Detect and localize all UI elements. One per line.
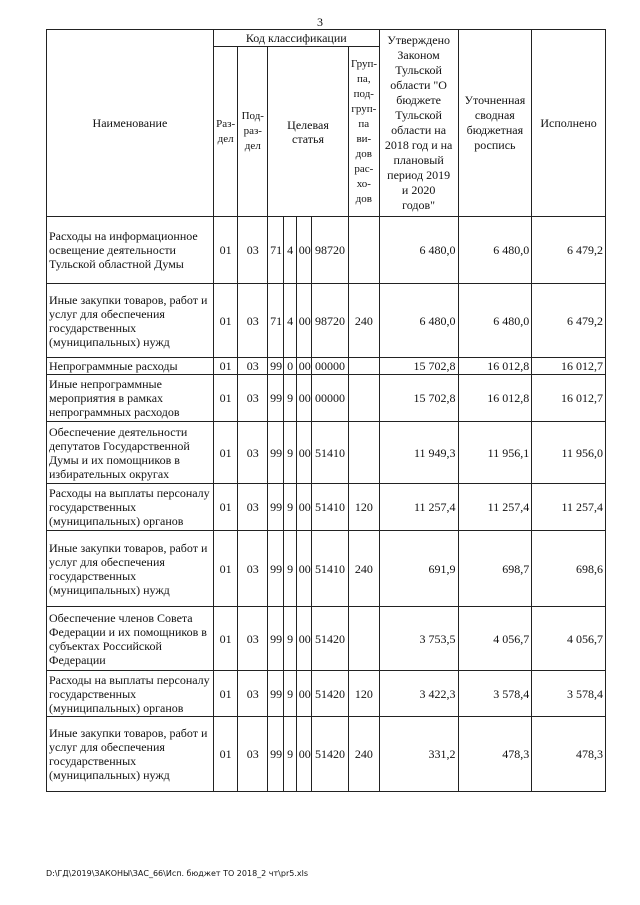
- table-row: [47, 217, 606, 284]
- row-subsection: 03: [238, 531, 268, 607]
- header-target-article: Целевая статья: [268, 47, 349, 217]
- row-target-direction: 51410: [312, 531, 349, 607]
- row-approved: 6 480,0: [379, 284, 458, 358]
- row-executed: 16 012,7: [532, 375, 606, 422]
- row-approved: 3 422,3: [379, 671, 458, 717]
- row-approved: 331,2: [379, 717, 458, 792]
- file-path-footer: D:\ГД\2019\ЗАКОНЫ\ЗАС_66\Исп. бюджет ТО 2018_2 чт\pr5.xls: [46, 869, 308, 878]
- table-row: [47, 484, 606, 531]
- table-row: [47, 717, 606, 792]
- row-expense-group: 240: [348, 284, 379, 358]
- row-section: 01: [213, 375, 238, 422]
- row-expense-group: [348, 422, 379, 484]
- row-target-subprogram: 9: [284, 422, 296, 484]
- row-target-program: 99: [268, 358, 284, 375]
- row-executed: 3 578,4: [532, 671, 606, 717]
- row-refined: 3 578,4: [458, 671, 532, 717]
- header-approved: Утверждено Законом Тульской области "О бюджете Тульской области на 2018 год и на плановый период 2019 и 2020 годов": [379, 30, 458, 217]
- row-target-subprogram: 0: [284, 358, 296, 375]
- row-approved: 11 257,4: [379, 484, 458, 531]
- row-refined: 4 056,7: [458, 607, 532, 671]
- row-subsection: 03: [238, 217, 268, 284]
- row-section: 01: [213, 531, 238, 607]
- row-refined: 6 480,0: [458, 217, 532, 284]
- row-target-main-event: 00: [296, 358, 311, 375]
- row-executed: 478,3: [532, 717, 606, 792]
- row-refined: 16 012,8: [458, 375, 532, 422]
- table-row: [47, 375, 606, 422]
- row-executed: 698,6: [532, 531, 606, 607]
- row-target-direction: 51410: [312, 422, 349, 484]
- row-target-direction: 51420: [312, 607, 349, 671]
- row-approved: 11 949,3: [379, 422, 458, 484]
- row-expense-group: [348, 217, 379, 284]
- budget-table: [46, 29, 606, 792]
- header-section: Раз- дел: [213, 47, 238, 217]
- row-target-direction: 00000: [312, 358, 349, 375]
- row-refined: 16 012,8: [458, 358, 532, 375]
- row-name: Расходы на выплаты персоналу государственных (муниципальных) органов: [47, 484, 214, 531]
- row-target-main-event: 00: [296, 607, 311, 671]
- row-target-direction: 00000: [312, 375, 349, 422]
- row-subsection: 03: [238, 607, 268, 671]
- row-name: Иные закупки товаров, работ и услуг для обеспечения государственных (муниципальных) нужд: [47, 284, 214, 358]
- row-approved: 15 702,8: [379, 375, 458, 422]
- row-target-direction: 51420: [312, 671, 349, 717]
- row-expense-group: 120: [348, 671, 379, 717]
- row-target-subprogram: 4: [284, 284, 296, 358]
- row-name: Обеспечение членов Совета Федерации и их помощников в субъектах Российской Федерации: [47, 607, 214, 671]
- row-refined: 11 956,1: [458, 422, 532, 484]
- row-approved: 15 702,8: [379, 358, 458, 375]
- row-target-main-event: 00: [296, 531, 311, 607]
- row-target-direction: 98720: [312, 284, 349, 358]
- table-row: [47, 422, 606, 484]
- row-target-main-event: 00: [296, 422, 311, 484]
- row-subsection: 03: [238, 358, 268, 375]
- row-target-subprogram: 9: [284, 671, 296, 717]
- row-target-program: 71: [268, 217, 284, 284]
- row-section: 01: [213, 484, 238, 531]
- row-refined: 478,3: [458, 717, 532, 792]
- table-row: [47, 607, 606, 671]
- row-expense-group: [348, 607, 379, 671]
- row-name: Обеспечение деятельности депутатов Государственной Думы и их помощников в избирательных округах: [47, 422, 214, 484]
- row-target-subprogram: 9: [284, 484, 296, 531]
- row-name: Иные закупки товаров, работ и услуг для обеспечения государственных (муниципальных) нужд: [47, 531, 214, 607]
- header-executed: Исполнено: [532, 30, 606, 217]
- row-target-main-event: 00: [296, 484, 311, 531]
- row-refined: 698,7: [458, 531, 532, 607]
- row-section: 01: [213, 422, 238, 484]
- row-executed: 6 479,2: [532, 284, 606, 358]
- row-approved: 691,9: [379, 531, 458, 607]
- row-approved: 6 480,0: [379, 217, 458, 284]
- row-name: Расходы на выплаты персоналу государственных (муниципальных) органов: [47, 671, 214, 717]
- row-section: 01: [213, 671, 238, 717]
- row-target-direction: 51410: [312, 484, 349, 531]
- row-section: 01: [213, 358, 238, 375]
- row-subsection: 03: [238, 717, 268, 792]
- row-section: 01: [213, 717, 238, 792]
- row-target-program: 99: [268, 422, 284, 484]
- row-target-main-event: 00: [296, 375, 311, 422]
- table-row: [47, 671, 606, 717]
- header-expense-group: Груп- па, под- груп- па ви- дов рас- хо- дов: [348, 47, 379, 217]
- row-target-main-event: 00: [296, 217, 311, 284]
- row-target-subprogram: 9: [284, 717, 296, 792]
- page-number: 3: [317, 15, 323, 29]
- row-target-main-event: 00: [296, 284, 311, 358]
- row-target-program: 99: [268, 607, 284, 671]
- row-target-direction: 98720: [312, 217, 349, 284]
- row-target-subprogram: 9: [284, 531, 296, 607]
- row-expense-group: [348, 375, 379, 422]
- row-name: Непрограммные расходы: [47, 358, 214, 375]
- row-section: 01: [213, 284, 238, 358]
- row-executed: 6 479,2: [532, 217, 606, 284]
- row-target-subprogram: 9: [284, 607, 296, 671]
- header-subsection: Под- раз- дел: [238, 47, 268, 217]
- row-executed: 11 956,0: [532, 422, 606, 484]
- row-target-main-event: 00: [296, 671, 311, 717]
- row-refined: 6 480,0: [458, 284, 532, 358]
- row-section: 01: [213, 607, 238, 671]
- row-expense-group: [348, 358, 379, 375]
- row-target-program: 99: [268, 375, 284, 422]
- row-name: Расходы на информационное освещение деятельности Тульской областной Думы: [47, 217, 214, 284]
- row-expense-group: 120: [348, 484, 379, 531]
- row-target-direction: 51420: [312, 717, 349, 792]
- row-approved: 3 753,5: [379, 607, 458, 671]
- row-section: 01: [213, 217, 238, 284]
- row-subsection: 03: [238, 375, 268, 422]
- header-name: Наименование: [47, 30, 214, 217]
- row-target-main-event: 00: [296, 717, 311, 792]
- row-target-subprogram: 9: [284, 375, 296, 422]
- row-executed: 16 012,7: [532, 358, 606, 375]
- header-refined: Уточненная сводная бюджетная роспись: [458, 30, 532, 217]
- row-refined: 11 257,4: [458, 484, 532, 531]
- row-name: Иные закупки товаров, работ и услуг для обеспечения государственных (муниципальных) нужд: [47, 717, 214, 792]
- row-executed: 11 257,4: [532, 484, 606, 531]
- row-target-program: 71: [268, 284, 284, 358]
- row-subsection: 03: [238, 671, 268, 717]
- row-executed: 4 056,7: [532, 607, 606, 671]
- row-expense-group: 240: [348, 717, 379, 792]
- table-row: [47, 531, 606, 607]
- row-target-subprogram: 4: [284, 217, 296, 284]
- row-target-program: 99: [268, 717, 284, 792]
- row-target-program: 99: [268, 484, 284, 531]
- row-target-program: 99: [268, 531, 284, 607]
- row-subsection: 03: [238, 422, 268, 484]
- table-row: [47, 284, 606, 358]
- row-expense-group: 240: [348, 531, 379, 607]
- row-subsection: 03: [238, 284, 268, 358]
- row-target-program: 99: [268, 671, 284, 717]
- table-row: [47, 358, 606, 375]
- row-name: Иные непрограммные мероприятия в рамках непрограммных расходов: [47, 375, 214, 422]
- row-subsection: 03: [238, 484, 268, 531]
- header-classification: Код классификации: [213, 30, 379, 47]
